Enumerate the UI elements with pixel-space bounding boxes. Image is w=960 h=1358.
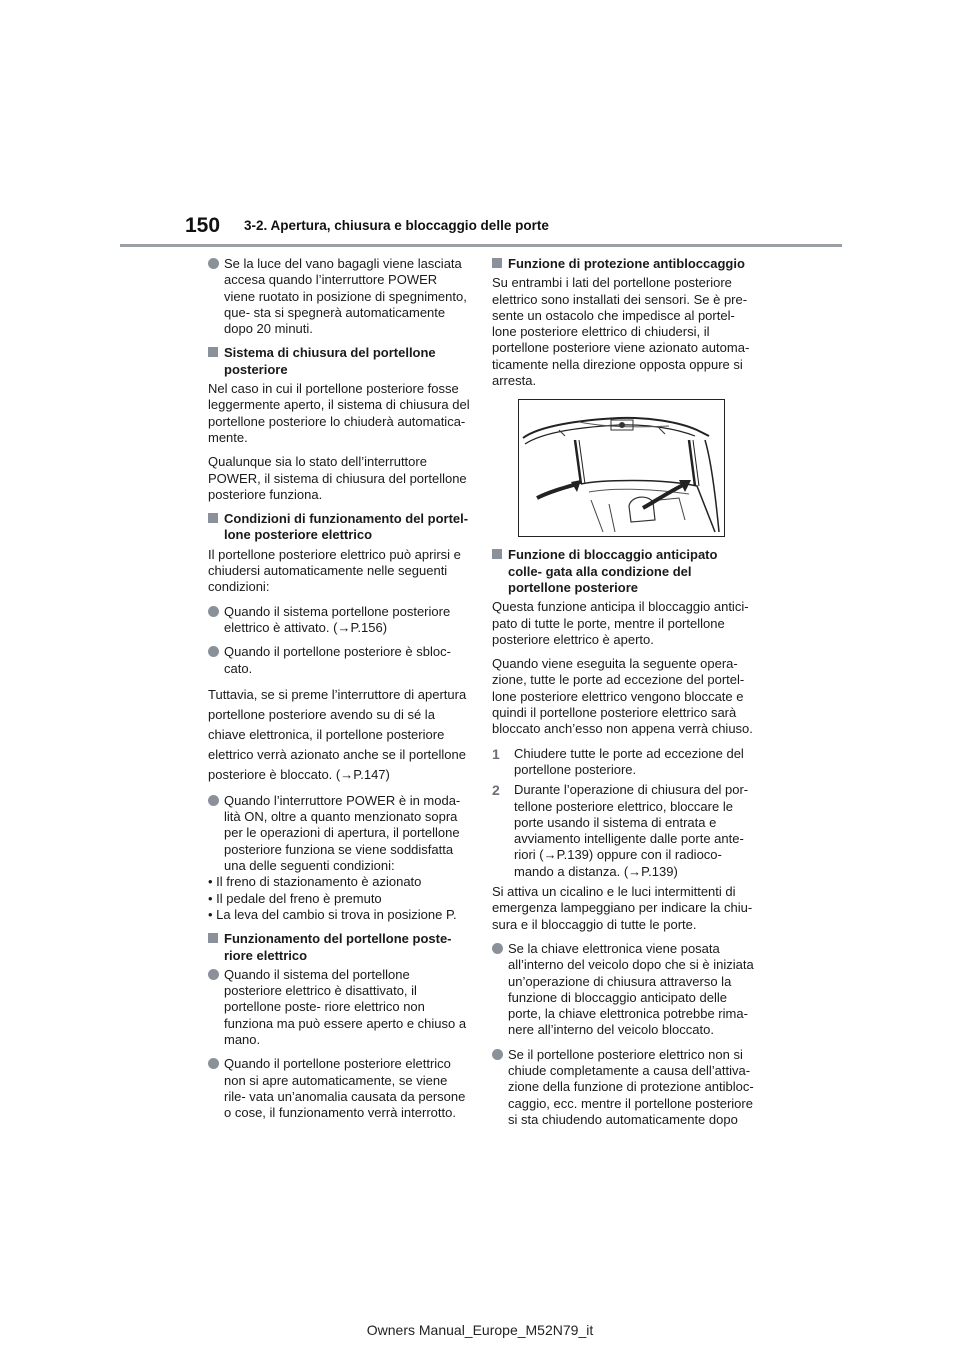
list-item: • Il pedale del freno è premuto <box>208 890 382 906</box>
heading-text: Condizioni di funzionamento del portel- lone posteriore elettrico <box>224 511 469 543</box>
paragraph: Su entrambi i lati del portellone posteriore elettrico sono installati dei sensori. Se è pre- sente un ostacolo che impedisce al portel- lone posteriore elettrico di chiudersi, il portellone posteriore viene azionato automa- ticamente nella direzione opposta oppure si arresta. <box>492 275 750 389</box>
bullet-text: Quando il portellone posteriore è sbloc- cato. <box>224 644 451 676</box>
list-item: • Il freno di stazionamento è azionato <box>208 874 422 890</box>
paragraph: Tuttavia, se si preme l’interruttore di apertura portellone posteriore avendo su di sé la chiave elettronica, il portellone posteriore elettrico verrà azionato anche se il portellone posteriore è bloccato. (→P.147) <box>208 686 467 782</box>
bullet-text: Se la chiave elettronica viene posata all’interno del veicolo dopo che si è iniziata un’operazione di chiusura attraverso la funzione di bloccaggio anticipato delle porte, la chiave elettronica potrebbe rima- nere all’interno del veicolo bloccato. <box>508 940 754 1038</box>
bullet-item <box>208 644 470 677</box>
step-text: Durante l’operazione di chiusura del por- tellone posteriore elettrico, bloccare le porte usando il sistema di entrata e avviamento intelligente dalle porte ante- riori (→P.139) oppure con il radioco- mando a distanza. (→P.139) <box>514 782 749 879</box>
heading-text: Funzionamento del portellone poste- riore elettrico <box>224 931 452 963</box>
bullet-icon <box>208 606 219 617</box>
condition-list <box>208 874 470 923</box>
section-title: 3-2. Apertura, chiusura e bloccaggio delle porte <box>244 218 549 233</box>
bullet-text: Quando il sistema portellone posteriore elettrico è attivato. (→P.156) <box>224 603 451 635</box>
bullet-item <box>492 1047 754 1128</box>
bullet-icon <box>208 795 219 806</box>
bullet-item <box>208 604 470 637</box>
bullet-text: Se la luce del vano bagagli viene lasciata accesa quando l’interruttore POWER viene ruotato in posizione di spegnimento, que- sta si spegnerà automaticamente dopo 20 minuti. <box>224 256 467 337</box>
list-item: • La leva del cambio si trova in posizione P. <box>208 906 457 922</box>
header-divider <box>120 244 842 247</box>
heading-text: Funzione di protezione antibloccaggio <box>508 256 745 271</box>
heading-text: Sistema di chiusura del portellone posteriore <box>224 345 436 377</box>
bullet-item <box>208 967 470 1048</box>
step-text: Chiudere tutte le porte ad eccezione del portellone posteriore. <box>514 745 744 777</box>
paragraph: Nel caso in cui il portellone posteriore fosse leggermente aperto, il sistema di chiusura del portellone posteriore lo chiuderà automatica- mente. <box>208 381 470 445</box>
bullet-icon <box>208 258 219 269</box>
subsection-heading <box>492 547 754 596</box>
footer-document-id: Owners Manual_Europe_M52N79_it <box>366 1322 594 1338</box>
bullet-item <box>208 793 470 874</box>
paragraph: Questa funzione anticipa il bloccaggio antici- pato di tutte le porte, mentre il portellone posteriore elettrico è aperto. <box>492 599 749 647</box>
bullet-icon <box>208 969 219 980</box>
step-item <box>492 746 754 779</box>
step-number: 1 <box>492 745 500 762</box>
square-bullet-icon <box>492 549 502 559</box>
step-item <box>492 782 754 880</box>
heading-text: Funzione di bloccaggio anticipato colle- gata alla condizione del portellone posteriore <box>508 547 718 595</box>
subsection-heading <box>208 345 470 378</box>
bullet-icon <box>208 1058 219 1069</box>
bullet-item <box>208 256 470 337</box>
bullet-text: Quando l’interruttore POWER è in moda- lità ON, oltre a quanto menzionato sopra per le operazioni di apertura, il portellone posteriore funziona se viene soddisfatta una delle seguenti condizioni: <box>224 792 461 874</box>
bullet-icon <box>492 943 503 954</box>
tailgate-sensor-illustration <box>518 399 725 537</box>
bullet-icon <box>208 646 219 657</box>
bullet-item <box>492 941 754 1039</box>
paragraph: Il portellone posteriore elettrico può aprirsi e chiudersi automaticamente nelle seguenti condizioni: <box>208 546 461 595</box>
left-column <box>208 256 470 1129</box>
bullet-text: Se il portellone posteriore elettrico non si chiude completamente a causa dell’attiva- zione della funzione di protezione antibloc- caggio, ecc. mentre il portellone posteriore si sta chiudendo automaticamente dopo <box>508 1046 754 1127</box>
subsection-heading <box>208 931 470 964</box>
bullet-item <box>208 1056 470 1121</box>
subsection-heading <box>492 256 754 272</box>
square-bullet-icon <box>208 933 218 943</box>
bullet-text: Quando il portellone posteriore elettrico non si apre automaticamente, se viene rile- vata un’anomalia causata da persone o cose, il funzionamento verrà interrotto. <box>224 1056 466 1121</box>
step-number: 2 <box>492 782 500 799</box>
subsection-heading <box>208 511 470 544</box>
bullet-icon <box>492 1049 503 1060</box>
square-bullet-icon <box>208 347 218 357</box>
paragraph: Qualunque sia lo stato dell’interruttore POWER, il sistema di chiusura del portellone posteriore funziona. <box>208 454 467 502</box>
square-bullet-icon <box>208 513 218 523</box>
paragraph: Si attiva un cicalino e le luci intermittenti di emergenza lampeggiano per indicare la chiu- sura e il bloccaggio di tutte le porte. <box>492 884 753 932</box>
right-column <box>492 256 754 1136</box>
page-number: 150 <box>185 214 221 237</box>
square-bullet-icon <box>492 258 502 268</box>
bullet-text: Quando il sistema del portellone posteriore elettrico è disattivato, il portellone poste- riore elettrico non funziona ma può essere aperto e chiuso a mano. <box>224 966 467 1047</box>
paragraph: Quando viene eseguita la seguente opera- zione, tutte le porte ad eccezione del portel- lone posteriore elettrico vengono bloccate e quindi il portellone posteriore elettrico sarà bloccato anch’esso non appena verrà chiuso. <box>492 656 753 737</box>
tailgate-illustration-svg <box>519 400 724 536</box>
